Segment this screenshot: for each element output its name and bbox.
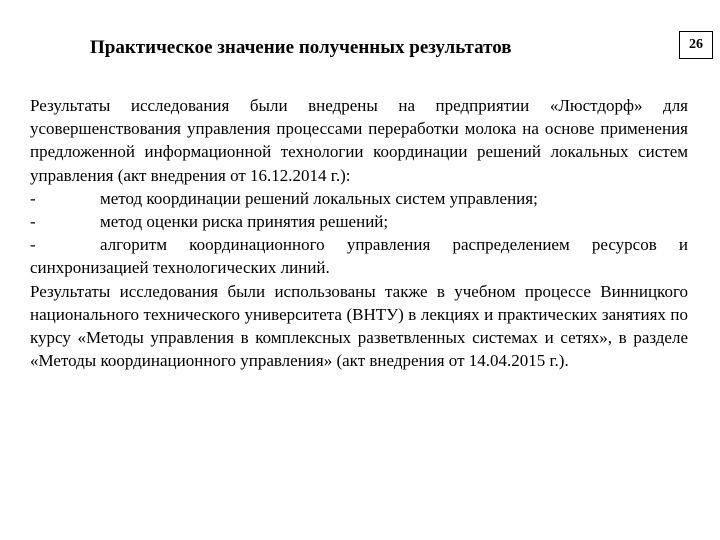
bullet-dash: - — [30, 188, 36, 208]
conclusion-paragraph: Результаты исследования были использованы также в учебном процессе Винницкого национального технического университета (ВНТУ) в лекциях и практических занятиях по курсу «Методы управления в комплексных разветвленных системах и сетях», в разделе «Методы координационного управления» (акт внедрения от 14.04.2015 г.). — [30, 281, 688, 371]
bullet-text: метод координации решений локальных систем управления; — [100, 188, 538, 208]
bullet-dash: - — [30, 235, 36, 255]
bullet-text: метод оценки риска принятия решений; — [100, 212, 389, 232]
bullet-item — [30, 210, 688, 233]
intro-paragraph: Результаты исследования были внедрены на предприятии «Люстдорф» для усовершенствования управления процессами переработки молока на основе применения предложенной информационной технологии координации решений локальных систем управления (акт внедрения от 16.12.2014 г.): — [30, 96, 688, 185]
bullet-text: алгоритм координационного управления распределением ресурсов и синхронизацией технологических линий. — [30, 235, 688, 278]
bullet-item — [30, 233, 688, 279]
slide-title: Практическое значение полученных результатов — [90, 37, 512, 58]
slide-body — [30, 94, 688, 372]
bullet-dash: - — [30, 212, 36, 232]
bullet-item — [30, 187, 688, 210]
page-number: 26 — [689, 37, 703, 52]
page-number-box — [679, 31, 713, 59]
